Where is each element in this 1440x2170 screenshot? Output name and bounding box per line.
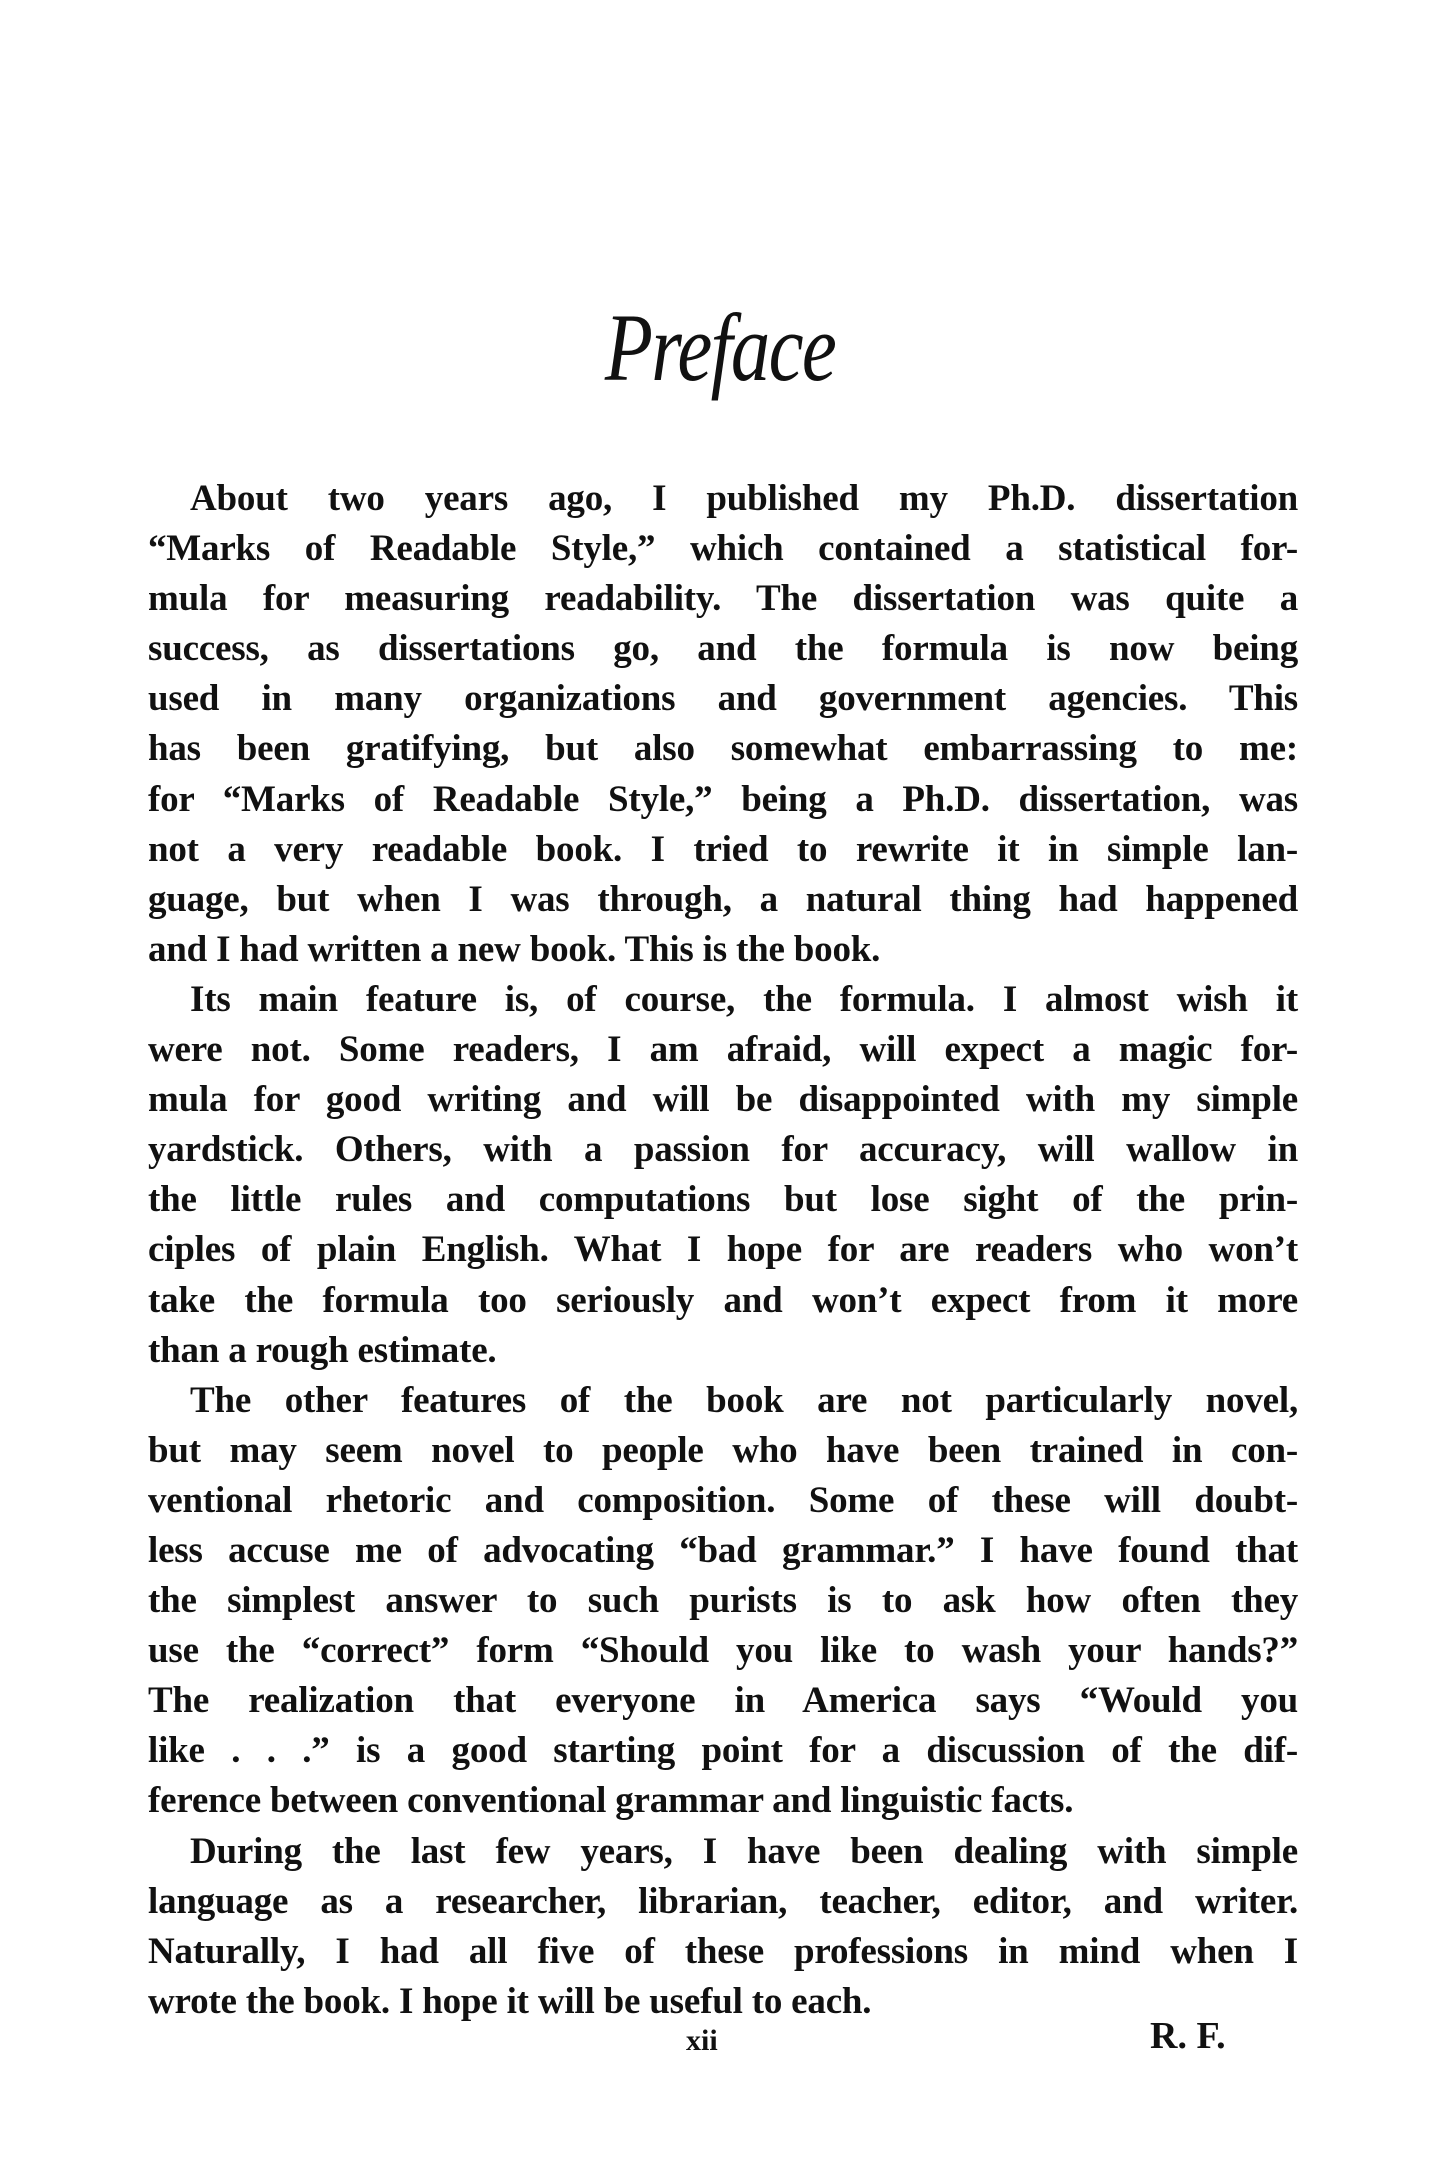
- text-line: ference between conventional grammar and linguistic facts.: [148, 1780, 1074, 1822]
- text-line: wrote the book. I hope it will be useful to each.: [148, 1980, 872, 2022]
- text-line: not a very readable book. I tried to rewrite it in simple lan-: [148, 828, 1298, 870]
- text-line: used in many organizations and government agencies. This: [148, 678, 1298, 720]
- text-line: less accuse me of advocating “bad grammar.” I have found that: [148, 1529, 1298, 1571]
- text-line: has been gratifying, but also somewhat embarrassing to me:: [148, 728, 1298, 770]
- text-line: ventional rhetoric and composition. Some of these will doubt-: [148, 1479, 1298, 1521]
- text-line: the simplest answer to such purists is to ask how often they: [148, 1580, 1298, 1622]
- text-line: and I had written a new book. This is the book.: [148, 928, 881, 970]
- text-line: yardstick. Others, with a passion for accuracy, will wallow in: [148, 1129, 1298, 1171]
- text-line: the little rules and computations but lose sight of the prin-: [148, 1179, 1298, 1221]
- paragraph: [148, 474, 1298, 975]
- text-line: language as a researcher, librarian, teacher, editor, and writer.: [148, 1880, 1298, 1922]
- text-line: Its main feature is, of course, the formula. I almost wish it: [190, 978, 1298, 1020]
- text-line: success, as dissertations go, and the formula is now being: [148, 628, 1298, 670]
- text-line: take the formula too seriously and won’t expect from it more: [148, 1279, 1298, 1321]
- paragraph: [148, 1827, 1298, 2027]
- text-line: for “Marks of Readable Style,” being a Ph.D. dissertation, was: [148, 778, 1298, 820]
- text-line: During the last few years, I have been dealing with simple: [190, 1830, 1298, 1872]
- preface-body: [148, 474, 1298, 2027]
- text-line: The other features of the book are not particularly novel,: [190, 1379, 1298, 1421]
- text-line: were not. Some readers, I am afraid, will expect a magic for-: [148, 1029, 1298, 1071]
- text-line: “Marks of Readable Style,” which contained a statistical for-: [148, 528, 1298, 570]
- text-line: guage, but when I was through, a natural thing had happened: [148, 878, 1298, 920]
- page-title: Preface: [604, 294, 836, 401]
- author-signature: R. F.: [1150, 2015, 1226, 2057]
- text-line: Naturally, I had all five of these professions in mind when I: [148, 1930, 1298, 1972]
- text-line: About two years ago, I published my Ph.D. dissertation: [190, 478, 1298, 519]
- paragraph: [148, 975, 1298, 1376]
- text-line: ciples of plain English. What I hope for are readers who won’t: [148, 1229, 1298, 1271]
- text-line: than a rough estimate.: [148, 1329, 497, 1371]
- page-number: xii: [686, 2024, 718, 2057]
- text-line: The realization that everyone in America says “Would you: [148, 1680, 1298, 1722]
- paragraph: [148, 1376, 1298, 1827]
- text-line: like . . .” is a good starting point for a discussion of the dif-: [148, 1730, 1298, 1772]
- text-line: use the “correct” form “Should you like to wash your hands?”: [148, 1630, 1298, 1672]
- text-line: but may seem novel to people who have been trained in con-: [148, 1429, 1298, 1471]
- text-line: mula for good writing and will be disappointed with my simple: [148, 1079, 1298, 1121]
- text-line: mula for measuring readability. The dissertation was quite a: [148, 578, 1298, 620]
